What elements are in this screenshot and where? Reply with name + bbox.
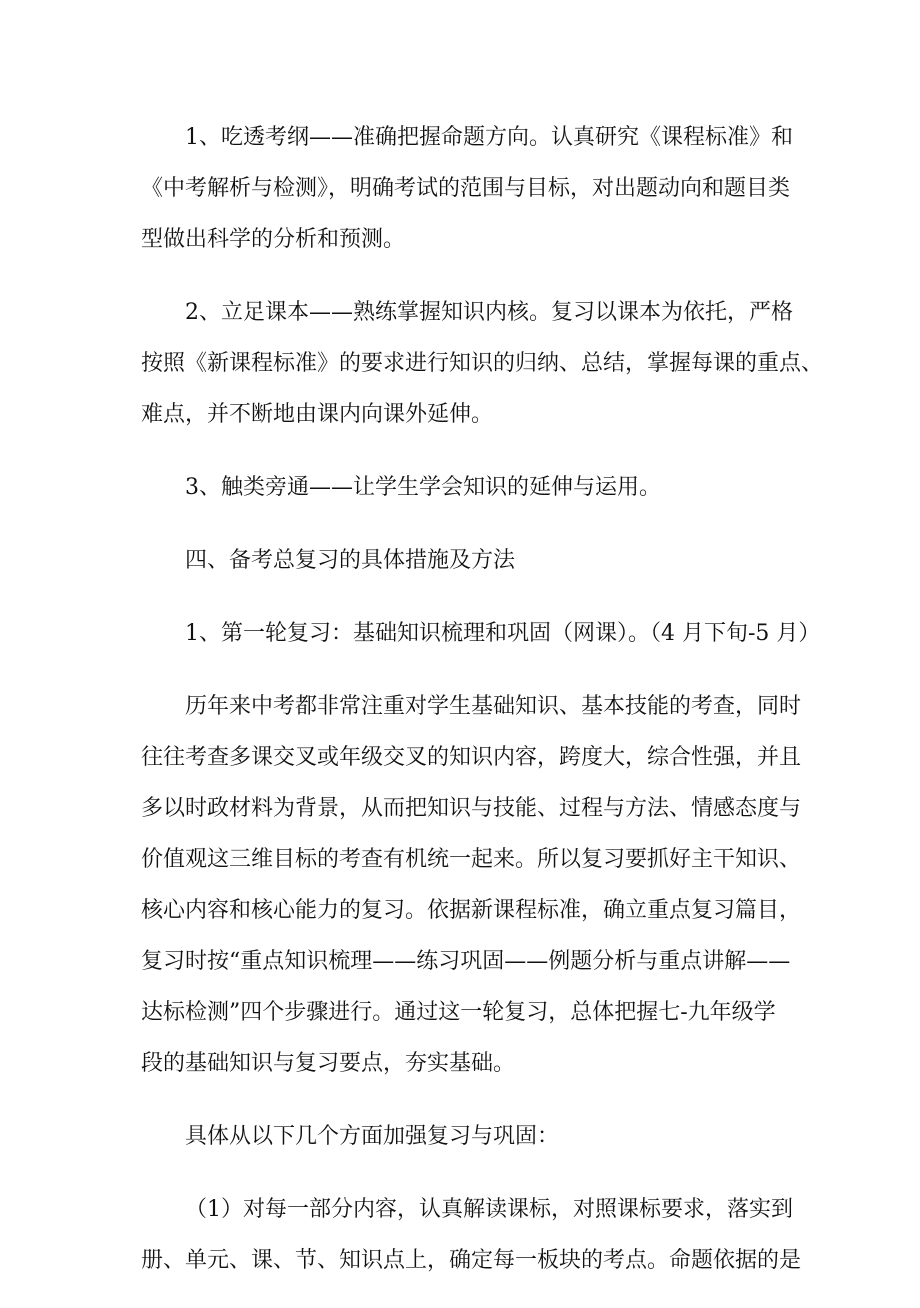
- subsection-heading: [141, 608, 821, 659]
- text-line: 按照《新课程标准》的要求进行知识的归纳、总结，掌握每课的重点、: [141, 351, 824, 376]
- paragraph-7: [141, 1111, 797, 1162]
- text-line: 《中考解析与检测》，明确考试的范围与目标，对出题动向和题目类: [141, 176, 791, 201]
- text-line: 具体从以下几个方面加强复习与巩固：: [185, 1124, 560, 1149]
- paragraph-6: [141, 681, 802, 1089]
- paragraph-2: [141, 287, 824, 440]
- text-line: 1、第一轮复习：基础知识梳理和巩固（网课）。（4 月下旬-5 月）: [185, 621, 821, 646]
- text-line: 往往考查多课交叉或年级交叉的知识内容，跨度大，综合性强，并且: [141, 745, 802, 770]
- text-line: （1）对每一部分内容，认真解读课标，对照课标要求，落实到: [185, 1197, 793, 1222]
- text-line: 历年来中考都非常注重对学生基础知识、基本技能的考查，同时: [185, 694, 802, 719]
- text-line: 复习时按“重点知识梳理——练习巩固——例题分析与重点讲解——: [141, 949, 791, 974]
- paragraph-1: [141, 112, 797, 265]
- text-line: 型做出科学的分析和预测。: [141, 227, 406, 252]
- text-line: 2、立足课本——熟练掌握知识内核。复习以课本为依托，严格: [185, 300, 793, 325]
- text-line: 达标检测”四个步骤进行。通过这一轮复习，总体把握七-九年级学: [141, 1000, 776, 1025]
- text-line: 多以时政材料为背景，从而把知识与技能、过程与方法、情感态度与: [141, 796, 802, 821]
- text-line: 册、单元、课、节、知识点上，确定每一板块的考点。命题依据的是: [141, 1248, 802, 1273]
- text-line: 3、触类旁通——让学生学会知识的延伸与运用。: [185, 475, 661, 500]
- document-body: [141, 112, 824, 1308]
- paragraph-3: [141, 462, 797, 513]
- section-heading: [141, 535, 797, 586]
- paragraph-8: [141, 1184, 802, 1286]
- text-line: 价值观这三维目标的考查有机统一起来。所以复习要抓好主干知识、: [141, 847, 802, 872]
- text-line: 1、吃透考纲——准确把握命题方向。认真研究《课程标准》和: [185, 125, 793, 150]
- text-line: 四、备考总复习的具体措施及方法: [185, 548, 516, 573]
- text-line: 核心内容和核心能力的复习。依据新课程标准，确立重点复习篇目，: [141, 898, 802, 923]
- text-line: 难点，并不断地由课内向课外延伸。: [141, 402, 494, 427]
- text-line: 段的基础知识与复习要点，夯实基础。: [141, 1051, 516, 1076]
